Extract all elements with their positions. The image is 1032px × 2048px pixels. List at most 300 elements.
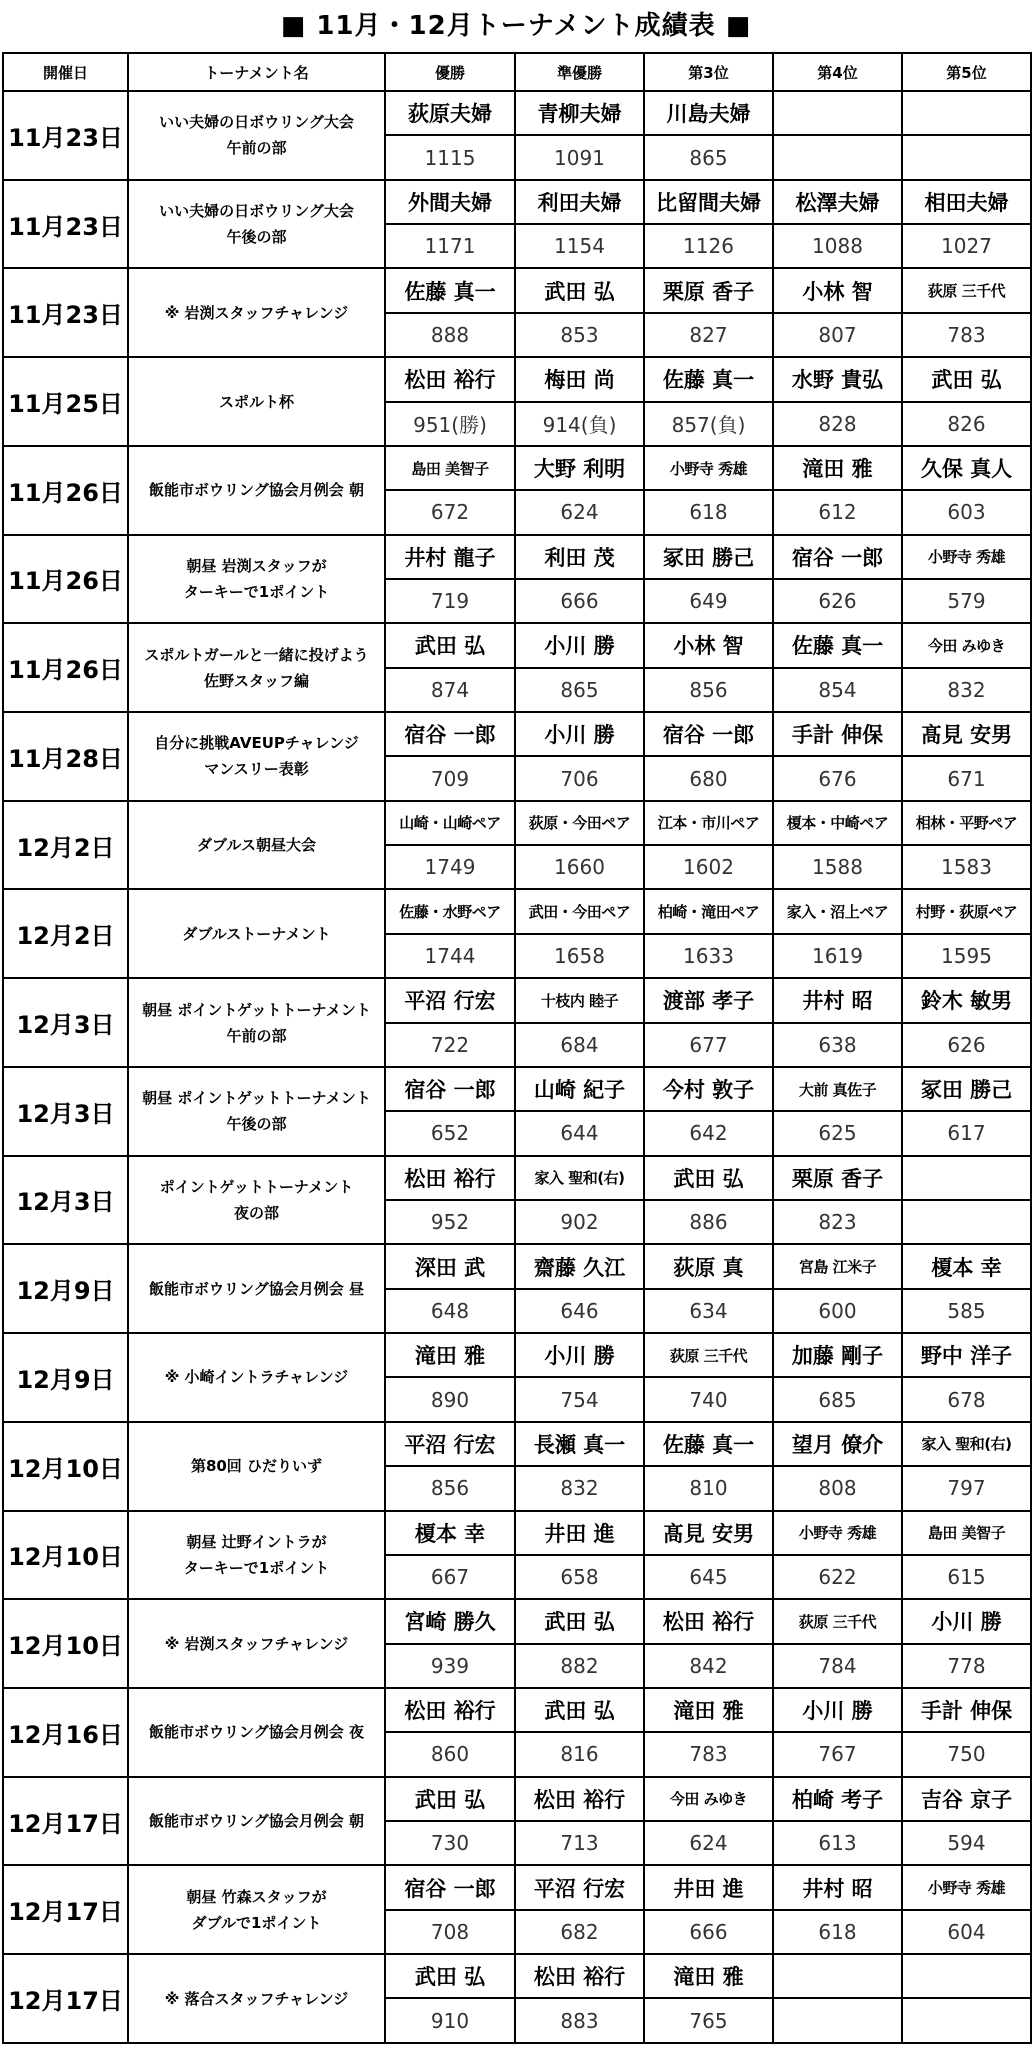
player-name-rank-2: 利田夫婦 xyxy=(515,180,644,224)
tournament-name-line: 朝昼 ポイントゲットトーナメント xyxy=(142,1089,371,1108)
player-name-rank-3: 髙見 安男 xyxy=(644,1511,773,1555)
player-name-rank-3: 渡部 孝子 xyxy=(644,978,773,1022)
player-name-rank-4 xyxy=(773,91,902,135)
score-rank-2: 666 xyxy=(515,579,644,623)
score-rank-3: 618 xyxy=(644,490,773,534)
score-rank-5: 603 xyxy=(902,490,1031,534)
tournament-name-line: 自分に挑戦AVEUPチャレンジ xyxy=(154,734,359,753)
player-name-rank-3: 川島夫婦 xyxy=(644,91,773,135)
date-cell: 12月3日 xyxy=(3,978,128,1067)
player-name-rank-3: 佐藤 真一 xyxy=(644,1422,773,1466)
tournament-name-line: 午後の部 xyxy=(226,228,287,247)
score-rank-2: 1660 xyxy=(515,845,644,889)
score-rank-1: 1171 xyxy=(385,224,515,268)
score-rank-1: 951(勝) xyxy=(385,402,515,446)
player-name-rank-2: 山崎 紀子 xyxy=(515,1067,644,1111)
score-rank-2: 832 xyxy=(515,1466,644,1510)
score-rank-4: 808 xyxy=(773,1466,902,1510)
player-name-rank-2: 武田 弘 xyxy=(515,1599,644,1643)
player-name-rank-2: 家入 聖和(右) xyxy=(515,1156,644,1200)
tournament-name-line: マンスリー表彰 xyxy=(204,760,309,779)
player-name-rank-3: 佐藤 真一 xyxy=(644,357,773,401)
player-name-rank-4: 小野寺 秀雄 xyxy=(773,1511,902,1555)
tournament-name-line: 午後の部 xyxy=(226,1115,287,1134)
tournament-name-line: 第80回 ひだりいず xyxy=(190,1457,323,1476)
score-rank-2: 624 xyxy=(515,490,644,534)
player-name-rank-4: 手計 伸保 xyxy=(773,712,902,756)
tournament-name-line: 朝昼 ポイントゲットトーナメント xyxy=(142,1000,371,1019)
score-rank-4: 676 xyxy=(773,756,902,800)
score-rank-1: 719 xyxy=(385,579,515,623)
score-rank-3: 827 xyxy=(644,313,773,357)
player-name-rank-4: 栗原 香子 xyxy=(773,1156,902,1200)
score-rank-3: 1126 xyxy=(644,224,773,268)
tournament-name-line: いい夫婦の日ボウリング大会 xyxy=(159,113,354,132)
date-cell: 12月2日 xyxy=(3,801,128,890)
score-rank-1: 952 xyxy=(385,1200,515,1244)
table-row-players xyxy=(3,801,1031,845)
tournament-name-line: ターキーで1ポイント xyxy=(183,582,330,601)
tournament-name-line: 夜の部 xyxy=(233,1203,279,1222)
date-cell: 11月26日 xyxy=(3,535,128,624)
score-rank-2: 883 xyxy=(515,1998,644,2043)
table-row-players xyxy=(3,1333,1031,1377)
table-row-players xyxy=(3,1688,1031,1732)
score-rank-5: 604 xyxy=(902,1910,1031,1954)
date-cell: 11月28日 xyxy=(3,712,128,801)
header-row xyxy=(3,53,1031,91)
table-row-players xyxy=(3,1777,1031,1821)
player-name-rank-4 xyxy=(773,1954,902,1998)
tournament-name-line: ダブルで1ポイント xyxy=(191,1913,322,1932)
date-cell: 12月3日 xyxy=(3,1156,128,1245)
tournament-name-cell xyxy=(128,623,385,712)
score-rank-1: 652 xyxy=(385,1111,515,1155)
score-rank-1: 874 xyxy=(385,668,515,712)
player-name-rank-5: 相田夫婦 xyxy=(902,180,1031,224)
score-rank-5: 594 xyxy=(902,1821,1031,1865)
player-name-rank-2: 武田・今田ペア xyxy=(515,889,644,933)
date-cell: 12月3日 xyxy=(3,1067,128,1156)
score-rank-2: 754 xyxy=(515,1377,644,1421)
player-name-rank-4: 松澤夫婦 xyxy=(773,180,902,224)
score-rank-1: 722 xyxy=(385,1023,515,1067)
score-rank-5: 615 xyxy=(902,1555,1031,1599)
tournament-name-cell xyxy=(128,978,385,1067)
tournament-name-line: 飯能市ボウリング協会月例会 朝 xyxy=(149,481,364,500)
table-row-players xyxy=(3,1422,1031,1466)
player-name-rank-4: 家入・沼上ペア xyxy=(773,889,902,933)
score-rank-3: 765 xyxy=(644,1998,773,2043)
player-name-rank-1: 深田 武 xyxy=(385,1244,515,1288)
player-name-rank-2: 利田 茂 xyxy=(515,535,644,579)
player-name-rank-1: 井村 龍子 xyxy=(385,535,515,579)
score-rank-2: 682 xyxy=(515,1910,644,1954)
player-name-rank-3: 荻原 三千代 xyxy=(644,1333,773,1377)
date-cell: 12月9日 xyxy=(3,1333,128,1422)
score-rank-2: 865 xyxy=(515,668,644,712)
player-name-rank-5: 小野寺 秀雄 xyxy=(902,535,1031,579)
date-cell: 12月10日 xyxy=(3,1599,128,1688)
player-name-rank-1: 平沼 行宏 xyxy=(385,978,515,1022)
player-name-rank-2: 松田 裕行 xyxy=(515,1954,644,1998)
table-row-players xyxy=(3,1067,1031,1111)
score-rank-1: 910 xyxy=(385,1998,515,2043)
tournament-name-line: ※ 岩渕スタッフチャレンジ xyxy=(164,1634,349,1653)
player-name-rank-5: 家入 聖和(右) xyxy=(902,1422,1031,1466)
score-rank-1: 1749 xyxy=(385,845,515,889)
table-row-players xyxy=(3,180,1031,224)
player-name-rank-5: 鈴木 敏男 xyxy=(902,978,1031,1022)
player-name-rank-1: 平沼 行宏 xyxy=(385,1422,515,1466)
player-name-rank-2: 青柳夫婦 xyxy=(515,91,644,135)
score-rank-5: 626 xyxy=(902,1023,1031,1067)
header-3rd: 第3位 xyxy=(644,53,773,91)
header-4th: 第4位 xyxy=(773,53,902,91)
score-rank-5: 1595 xyxy=(902,934,1031,978)
player-name-rank-4: 小川 勝 xyxy=(773,1688,902,1732)
tournament-name-cell xyxy=(128,1954,385,2043)
score-rank-5: 797 xyxy=(902,1466,1031,1510)
tournament-name-cell xyxy=(128,1244,385,1333)
score-rank-2: 816 xyxy=(515,1732,644,1776)
score-rank-4: 685 xyxy=(773,1377,902,1421)
tournament-name-cell xyxy=(128,1333,385,1422)
player-name-rank-3: 荻原 真 xyxy=(644,1244,773,1288)
date-cell: 12月2日 xyxy=(3,889,128,978)
score-rank-2: 644 xyxy=(515,1111,644,1155)
player-name-rank-1: 宿谷 一郎 xyxy=(385,1067,515,1111)
tournament-name-cell xyxy=(128,1067,385,1156)
score-rank-3: 865 xyxy=(644,135,773,179)
date-cell: 11月23日 xyxy=(3,91,128,180)
score-rank-1: 667 xyxy=(385,1555,515,1599)
player-name-rank-1: 松田 裕行 xyxy=(385,1156,515,1200)
tournament-name-line: 朝昼 辻野イントラが xyxy=(186,1532,327,1551)
player-name-rank-5: 榎本 幸 xyxy=(902,1244,1031,1288)
tournament-name-cell xyxy=(128,1156,385,1245)
score-rank-1: 890 xyxy=(385,1377,515,1421)
tournament-name-line: スポルト杯 xyxy=(218,392,294,411)
player-name-rank-3: 江本・市川ペア xyxy=(644,801,773,845)
player-name-rank-3: 比留間夫婦 xyxy=(644,180,773,224)
tournament-name-cell xyxy=(128,1422,385,1511)
score-rank-3: 634 xyxy=(644,1289,773,1333)
tournament-name-line: 飯能市ボウリング協会月例会 朝 xyxy=(149,1812,364,1831)
table-row-players xyxy=(3,91,1031,135)
tournament-name-cell xyxy=(128,712,385,801)
player-name-rank-3: 滝田 雅 xyxy=(644,1954,773,1998)
score-rank-2: 882 xyxy=(515,1644,644,1688)
player-name-rank-3: 小野寺 秀雄 xyxy=(644,446,773,490)
score-rank-3: 1602 xyxy=(644,845,773,889)
player-name-rank-5: 今田 みゆき xyxy=(902,623,1031,667)
player-name-rank-4: 荻原 三千代 xyxy=(773,1599,902,1643)
page-title: ■ 11月・12月トーナメント成績表 ■ xyxy=(280,11,752,41)
player-name-rank-5 xyxy=(902,91,1031,135)
score-rank-5: 671 xyxy=(902,756,1031,800)
player-name-rank-5: 島田 美智子 xyxy=(902,1511,1031,1555)
score-rank-4: 1088 xyxy=(773,224,902,268)
player-name-rank-3: 冢田 勝己 xyxy=(644,535,773,579)
score-rank-4: 613 xyxy=(773,1821,902,1865)
player-name-rank-1: 滝田 雅 xyxy=(385,1333,515,1377)
player-name-rank-2: 平沼 行宏 xyxy=(515,1865,644,1909)
player-name-rank-2: 松田 裕行 xyxy=(515,1777,644,1821)
player-name-rank-5: 久保 真人 xyxy=(902,446,1031,490)
score-rank-4: 1588 xyxy=(773,845,902,889)
score-rank-5 xyxy=(902,135,1031,179)
player-name-rank-3: 今村 敦子 xyxy=(644,1067,773,1111)
table-row-players xyxy=(3,357,1031,401)
player-name-rank-5: 相林・平野ペア xyxy=(902,801,1031,845)
player-name-rank-4: 柏崎 考子 xyxy=(773,1777,902,1821)
player-name-rank-5 xyxy=(902,1954,1031,1998)
player-name-rank-2: 小川 勝 xyxy=(515,712,644,756)
player-name-rank-4: 榎本・中崎ペア xyxy=(773,801,902,845)
score-rank-2: 1658 xyxy=(515,934,644,978)
score-rank-4 xyxy=(773,1998,902,2043)
score-rank-1: 730 xyxy=(385,1821,515,1865)
tournament-name-cell xyxy=(128,91,385,180)
score-rank-1: 939 xyxy=(385,1644,515,1688)
table-row-players xyxy=(3,889,1031,933)
score-rank-2: 706 xyxy=(515,756,644,800)
tournament-name-cell xyxy=(128,1599,385,1688)
tournament-name-line: 佐野スタッフ編 xyxy=(203,671,309,690)
player-name-rank-1: 宮崎 勝久 xyxy=(385,1599,515,1643)
score-rank-1: 856 xyxy=(385,1466,515,1510)
player-name-rank-1: 外間夫婦 xyxy=(385,180,515,224)
player-name-rank-1: 武田 弘 xyxy=(385,623,515,667)
tournament-name-line: いい夫婦の日ボウリング大会 xyxy=(159,202,354,221)
player-name-rank-5: 吉谷 京子 xyxy=(902,1777,1031,1821)
score-rank-3: 886 xyxy=(644,1200,773,1244)
table-row-players xyxy=(3,268,1031,312)
player-name-rank-1: 荻原夫婦 xyxy=(385,91,515,135)
score-rank-4: 1619 xyxy=(773,934,902,978)
tournament-name-cell xyxy=(128,535,385,624)
score-rank-3: 649 xyxy=(644,579,773,623)
tournament-name-cell xyxy=(128,1511,385,1600)
player-name-rank-1: 佐藤・水野ペア xyxy=(385,889,515,933)
player-name-rank-3: 今田 みゆき xyxy=(644,1777,773,1821)
player-name-rank-4: 井村 昭 xyxy=(773,978,902,1022)
tournament-name-cell xyxy=(128,180,385,269)
player-name-rank-3: 柏崎・滝田ペア xyxy=(644,889,773,933)
score-rank-5: 1583 xyxy=(902,845,1031,889)
header-5th: 第5位 xyxy=(902,53,1031,91)
player-name-rank-4: 小林 智 xyxy=(773,268,902,312)
player-name-rank-3: 武田 弘 xyxy=(644,1156,773,1200)
score-rank-4: 823 xyxy=(773,1200,902,1244)
score-rank-4: 767 xyxy=(773,1732,902,1776)
score-rank-4: 612 xyxy=(773,490,902,534)
table-row-players xyxy=(3,978,1031,1022)
score-rank-1: 709 xyxy=(385,756,515,800)
tournament-name-line: ※ 岩渕スタッフチャレンジ xyxy=(164,303,349,322)
date-cell: 12月17日 xyxy=(3,1865,128,1954)
tournament-name-line: ※ 落合スタッフチャレンジ xyxy=(164,1989,349,2008)
score-rank-1: 1744 xyxy=(385,934,515,978)
score-rank-1: 860 xyxy=(385,1732,515,1776)
score-rank-2: 658 xyxy=(515,1555,644,1599)
player-name-rank-5: 荻原 三千代 xyxy=(902,268,1031,312)
date-cell: 12月9日 xyxy=(3,1244,128,1333)
score-rank-4: 626 xyxy=(773,579,902,623)
player-name-rank-3: 宿谷 一郎 xyxy=(644,712,773,756)
table-row-players xyxy=(3,1599,1031,1643)
player-name-rank-5: 冢田 勝己 xyxy=(902,1067,1031,1111)
score-rank-3: 1633 xyxy=(644,934,773,978)
player-name-rank-5: 髙見 安男 xyxy=(902,712,1031,756)
table-row-players xyxy=(3,1511,1031,1555)
table-row-players xyxy=(3,1156,1031,1200)
score-rank-2: 1154 xyxy=(515,224,644,268)
score-rank-3: 740 xyxy=(644,1377,773,1421)
player-name-rank-4: 宮島 江米子 xyxy=(773,1244,902,1288)
player-name-rank-4: 井村 昭 xyxy=(773,1865,902,1909)
score-rank-2: 713 xyxy=(515,1821,644,1865)
date-cell: 11月23日 xyxy=(3,180,128,269)
score-rank-3: 857(負) xyxy=(644,402,773,446)
tournament-name-line: ターキーで1ポイント xyxy=(183,1558,330,1577)
score-rank-1: 1115 xyxy=(385,135,515,179)
player-name-rank-1: 山崎・山崎ペア xyxy=(385,801,515,845)
results-table xyxy=(2,52,1032,2044)
date-cell: 12月17日 xyxy=(3,1954,128,2043)
score-rank-5: 783 xyxy=(902,313,1031,357)
player-name-rank-4: 望月 僚介 xyxy=(773,1422,902,1466)
player-name-rank-2: 大野 利明 xyxy=(515,446,644,490)
score-rank-5: 585 xyxy=(902,1289,1031,1333)
score-rank-1: 672 xyxy=(385,490,515,534)
date-cell: 12月10日 xyxy=(3,1511,128,1600)
score-rank-3: 645 xyxy=(644,1555,773,1599)
score-rank-4: 638 xyxy=(773,1023,902,1067)
player-name-rank-2: 十枝内 睦子 xyxy=(515,978,644,1022)
tournament-name-line: 午前の部 xyxy=(226,1026,287,1045)
player-name-rank-1: 宿谷 一郎 xyxy=(385,1865,515,1909)
score-rank-5 xyxy=(902,1998,1031,2043)
table-row-players xyxy=(3,535,1031,579)
tournament-name-line: ダブルス朝昼大会 xyxy=(197,836,316,855)
score-rank-2: 684 xyxy=(515,1023,644,1067)
player-name-rank-2: 小川 勝 xyxy=(515,623,644,667)
score-rank-5: 1027 xyxy=(902,224,1031,268)
player-name-rank-3: 滝田 雅 xyxy=(644,1688,773,1732)
score-rank-3: 680 xyxy=(644,756,773,800)
player-name-rank-1: 宿谷 一郎 xyxy=(385,712,515,756)
player-name-rank-2: 小川 勝 xyxy=(515,1333,644,1377)
tournament-name-line: 朝昼 岩渕スタッフが xyxy=(186,556,327,575)
date-cell: 12月10日 xyxy=(3,1422,128,1511)
score-rank-4: 625 xyxy=(773,1111,902,1155)
score-rank-3: 842 xyxy=(644,1644,773,1688)
tournament-name-line: 飯能市ボウリング協会月例会 夜 xyxy=(149,1723,364,1742)
score-rank-3: 856 xyxy=(644,668,773,712)
player-name-rank-4: 滝田 雅 xyxy=(773,446,902,490)
tournament-name-cell xyxy=(128,446,385,535)
player-name-rank-5 xyxy=(902,1156,1031,1200)
player-name-rank-4: 水野 貴弘 xyxy=(773,357,902,401)
score-rank-3: 642 xyxy=(644,1111,773,1155)
player-name-rank-2: 梅田 尚 xyxy=(515,357,644,401)
date-cell: 12月17日 xyxy=(3,1777,128,1866)
date-cell: 11月26日 xyxy=(3,446,128,535)
player-name-rank-2: 井田 進 xyxy=(515,1511,644,1555)
table-row-players xyxy=(3,1954,1031,1998)
player-name-rank-2: 荻原・今田ペア xyxy=(515,801,644,845)
table-row-players xyxy=(3,1244,1031,1288)
player-name-rank-5: 野中 洋子 xyxy=(902,1333,1031,1377)
header-tournament-name: トーナメント名 xyxy=(128,53,385,91)
table-row-players xyxy=(3,712,1031,756)
player-name-rank-4: 佐藤 真一 xyxy=(773,623,902,667)
date-cell: 11月25日 xyxy=(3,357,128,446)
tournament-name-line: ※ 小崎イントラチャレンジ xyxy=(164,1368,349,1387)
table-row-players xyxy=(3,1865,1031,1909)
header-1st: 優勝 xyxy=(385,53,515,91)
score-rank-3: 677 xyxy=(644,1023,773,1067)
score-rank-2: 902 xyxy=(515,1200,644,1244)
player-name-rank-1: 武田 弘 xyxy=(385,1954,515,1998)
player-name-rank-2: 武田 弘 xyxy=(515,268,644,312)
score-rank-4 xyxy=(773,135,902,179)
score-rank-4: 618 xyxy=(773,1910,902,1954)
score-rank-2: 914(負) xyxy=(515,402,644,446)
score-rank-5 xyxy=(902,1200,1031,1244)
tournament-name-cell xyxy=(128,1777,385,1866)
player-name-rank-1: 松田 裕行 xyxy=(385,357,515,401)
table-row-players xyxy=(3,446,1031,490)
header-date: 開催日 xyxy=(3,53,128,91)
score-rank-2: 646 xyxy=(515,1289,644,1333)
tournament-name-line: スポルトガールと一緒に投げよう xyxy=(144,645,369,664)
player-name-rank-1: 島田 美智子 xyxy=(385,446,515,490)
score-rank-5: 832 xyxy=(902,668,1031,712)
score-rank-2: 853 xyxy=(515,313,644,357)
table-row-players xyxy=(3,623,1031,667)
score-rank-5: 678 xyxy=(902,1377,1031,1421)
tournament-name-line: 午前の部 xyxy=(226,139,287,158)
player-name-rank-3: 井田 進 xyxy=(644,1865,773,1909)
score-rank-3: 783 xyxy=(644,1732,773,1776)
score-rank-4: 854 xyxy=(773,668,902,712)
score-rank-1: 708 xyxy=(385,1910,515,1954)
player-name-rank-5: 武田 弘 xyxy=(902,357,1031,401)
score-rank-3: 666 xyxy=(644,1910,773,1954)
date-cell: 11月26日 xyxy=(3,623,128,712)
player-name-rank-1: 榎本 幸 xyxy=(385,1511,515,1555)
player-name-rank-3: 栗原 香子 xyxy=(644,268,773,312)
score-rank-5: 617 xyxy=(902,1111,1031,1155)
score-rank-1: 888 xyxy=(385,313,515,357)
player-name-rank-4: 加藤 剛子 xyxy=(773,1333,902,1377)
tournament-name-cell xyxy=(128,889,385,978)
player-name-rank-1: 佐藤 真一 xyxy=(385,268,515,312)
score-rank-4: 600 xyxy=(773,1289,902,1333)
score-rank-5: 778 xyxy=(902,1644,1031,1688)
player-name-rank-4: 宿谷 一郎 xyxy=(773,535,902,579)
tournament-name-cell xyxy=(128,801,385,890)
player-name-rank-2: 武田 弘 xyxy=(515,1688,644,1732)
player-name-rank-5: 村野・荻原ペア xyxy=(902,889,1031,933)
score-rank-4: 828 xyxy=(773,402,902,446)
player-name-rank-3: 松田 裕行 xyxy=(644,1599,773,1643)
tournament-name-line: 飯能市ボウリング協会月例会 昼 xyxy=(149,1279,364,1298)
tournament-name-line: 朝昼 竹森スタッフが xyxy=(186,1887,327,1906)
